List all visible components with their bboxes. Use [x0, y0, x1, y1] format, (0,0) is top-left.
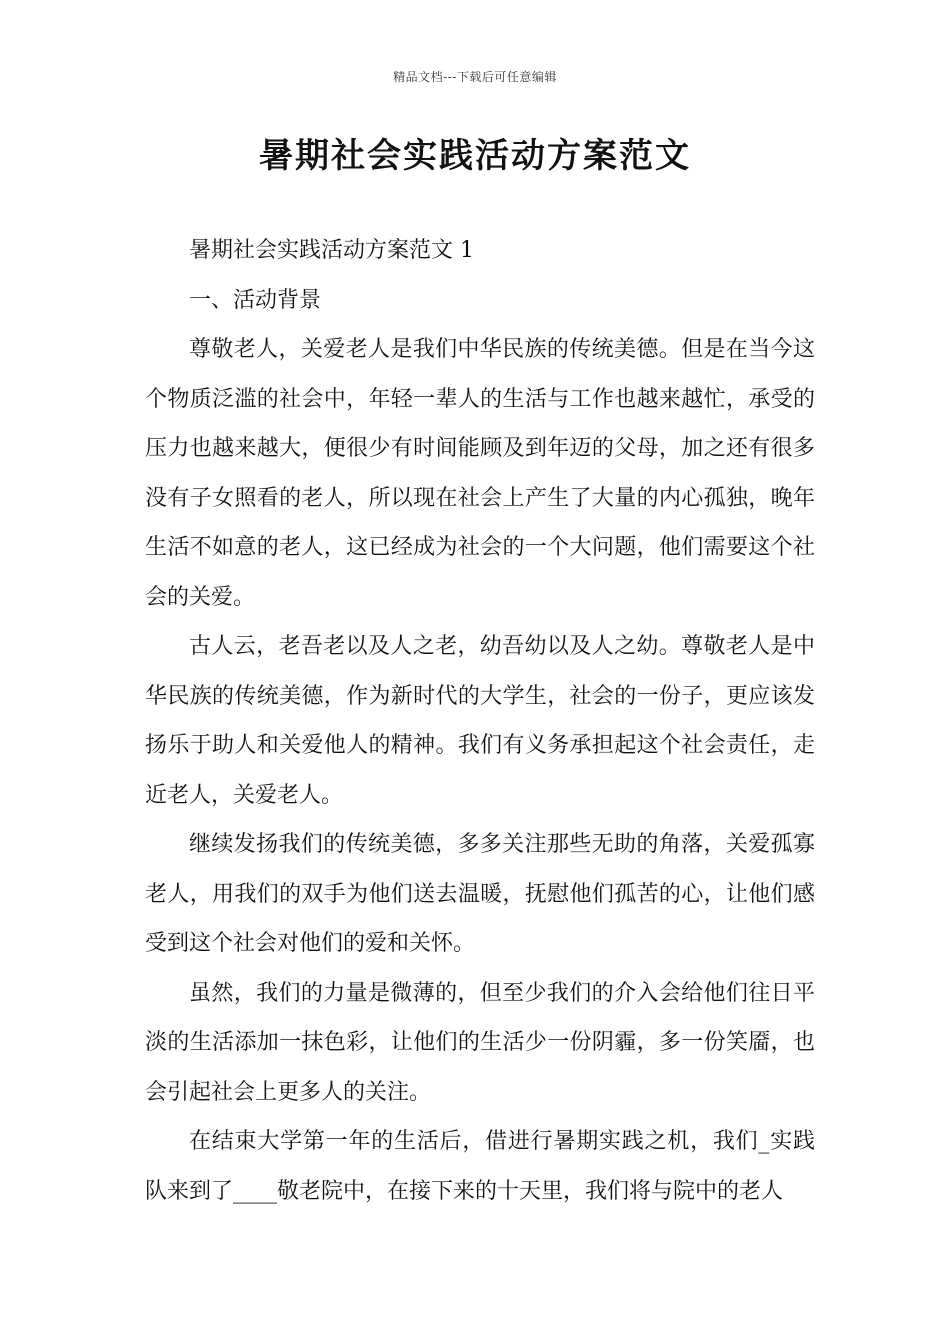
- body-paragraph: 虽然，我们的力量是微薄的，但至少我们的介入会给他们往日平淡的生活添加一抹色彩，让他们的生活少一份阴霾，多一份笑靥，也会引起社会上更多人的关注。: [145, 980, 815, 1105]
- body-paragraph: 尊敬老人，关爱老人是我们中华民族的传统美德。但是在当今这个物质泛滥的社会中，年轻一辈人的生活与工作也越来越忙，承受的压力也越来越大，便很少有时间能顾及到年迈的父母，加之还有很多没有子女照看的老人，所以现在社会上产生了大量的内心孤独，晚年生活不如意的老人，这已经成为社会的一个大问题，他们需要这个社会的关爱。: [145, 337, 815, 610]
- body-paragraph: 在结束大学第一年的生活后，借进行暑期实践之机，我们_实践队来到了____敬老院中，在接下来的十天里，我们将与院中的老人: [145, 1129, 815, 1204]
- section-heading: 一、活动背景: [189, 287, 322, 313]
- header-note: 精品文档---下载后可任意编辑: [393, 70, 557, 84]
- section-subtitle: 暑期社会实践活动方案范文 1: [189, 238, 474, 263]
- body-paragraph: 继续发扬我们的传统美德，多多关注那些无助的角落，关爱孤寡老人，用我们的双手为他们送去温暖，抚慰他们孤苦的心，让他们感受到这个社会对他们的爱和关怀。: [145, 832, 815, 956]
- document-body: [145, 226, 815, 1216]
- body-paragraph: 古人云，老吾老以及人之老，幼吾幼以及人之幼。尊敬老人是中华民族的传统美德，作为新时代的大学生，社会的一份子，更应该发扬乐于助人和关爱他人的精神。我们有义务承担起这个社会责任，走近老人，关爱老人。: [145, 634, 815, 808]
- document-title: 暑期社会实践活动方案范文: [259, 136, 691, 176]
